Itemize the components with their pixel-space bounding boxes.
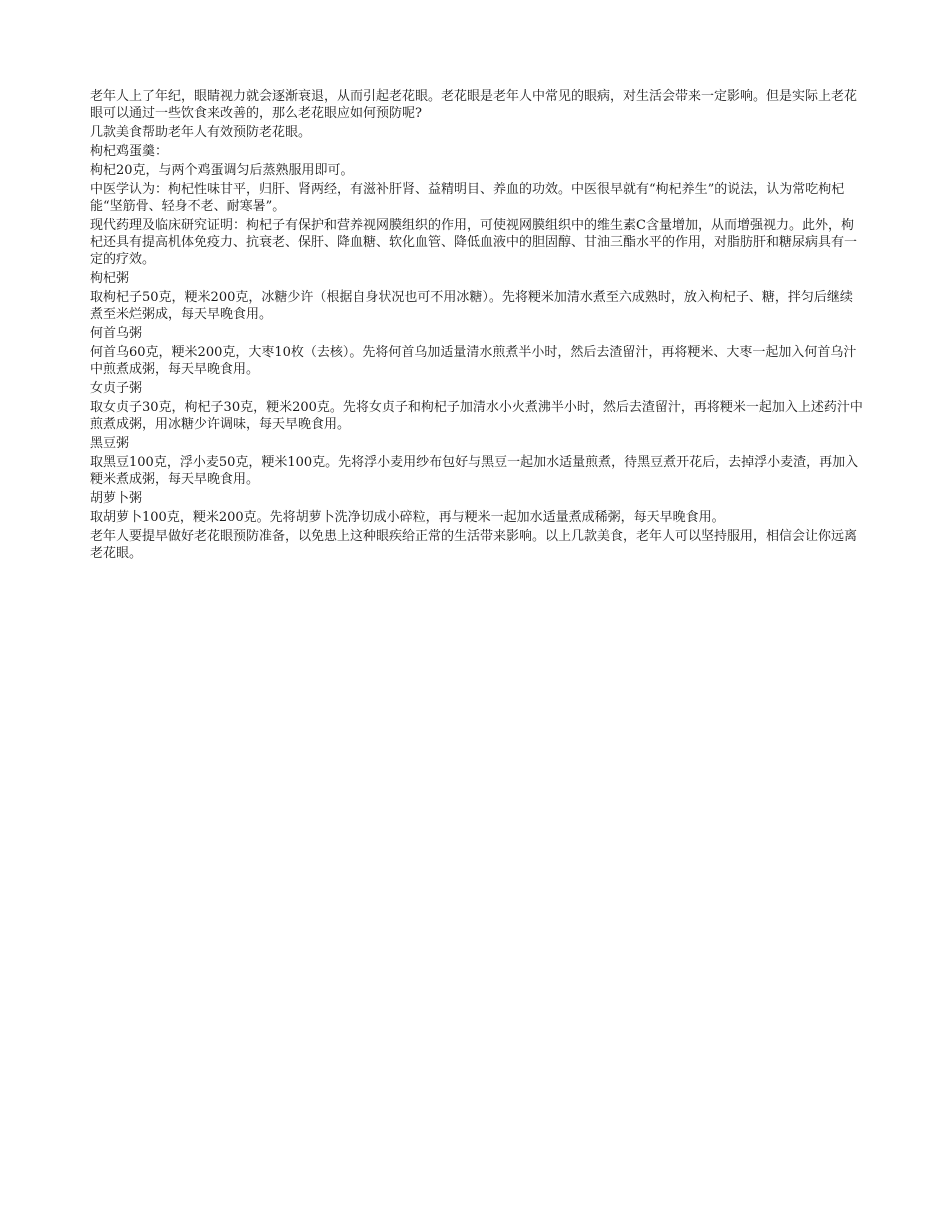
lead-paragraph: 几款美食帮助老年人有效预防老花眼。 <box>90 125 312 140</box>
recipe-method-black-bean-porridge: 取黑豆100克，浮小麦50克，粳米100克。先将浮小麦用纱布包好与黑豆一起加水适量煎煮，待黑豆煮开花后，去掉浮小麦渣，再加入粳米煮成粥，每天早晚食用。 <box>90 455 859 487</box>
recipe-title-black-bean-porridge: 黑豆粥 <box>90 436 130 451</box>
recipe-title-heshouwu-porridge: 何首乌粥 <box>90 326 143 341</box>
tcm-paragraph: 中医学认为：枸杞性味甘平，归肝、肾两经，有滋补肝肾、益精明目、养血的功效。中医很早就有“枸杞养生”的说法，认为常吃枸杞能“坚筋骨、轻身不老、耐寒暑”。 <box>90 182 845 214</box>
modern-research-paragraph: 现代药理及临床研究证明：枸杞子有保护和营养视网膜组织的作用，可使视网膜组织中的维生素C含量增加，从而增强视力。此外，枸杞还具有提高机体免疫力、抗衰老、保肝、降血糖、软化血管、降低血液中的胆固醇、甘油三酯水平的作用，对脂肪肝和糖尿病具有一定的疗效。 <box>90 218 858 267</box>
recipe-method-goji-porridge: 取枸杞子50克，粳米200克，冰糖少许（根据自身状况也可不用冰糖）。先将粳米加清水煮至六成熟时，放入枸杞子、糖，拌匀后继续煮至米烂粥成，每天早晚食用。 <box>90 290 853 322</box>
recipe-title-carrot-porridge: 胡萝卜粥 <box>90 491 143 506</box>
article-body <box>90 88 865 564</box>
recipe-method-nvzhenzi-porridge: 取女贞子30克，枸杞子30克，粳米200克。先将女贞子和枸杞子加清水小火煮沸半小时，然后去渣留汁，再将粳米一起加入上述药汁中煎煮成粥，用冰糖少许调味，每天早晚食用。 <box>90 400 863 432</box>
recipe-method-heshouwu-porridge: 何首乌60克，粳米200克，大枣10枚（去核）。先将何首乌加适量清水煎煮半小时，然后去渣留汁，再将粳米、大枣一起加入何首乌汁中煎煮成粥，每天早晚食用。 <box>90 345 857 377</box>
recipe-method-carrot-porridge: 取胡萝卜100克，粳米200克。先将胡萝卜洗净切成小碎粒，再与粳米一起加水适量煮成稀粥，每天早晚食用。 <box>90 510 725 525</box>
recipe-title-nvzhenzi-porridge: 女贞子粥 <box>90 381 143 396</box>
recipe-title-goji-egg-custard: 枸杞鸡蛋羹： <box>90 144 169 159</box>
intro-paragraph: 老年人上了年纪，眼睛视力就会逐渐衰退，从而引起老花眼。老花眼是老年人中常见的眼病，对生活会带来一定影响。但是实际上老花眼可以通过一些饮食来改善的，那么老花眼应如何预防呢? <box>90 89 858 121</box>
recipe-title-goji-porridge: 枸杞粥 <box>90 271 130 286</box>
conclusion-paragraph: 老年人要提早做好老花眼预防准备，以免患上这种眼疾给正常的生活带来影响。以上几款美食，老年人可以坚持服用，相信会让你远离老花眼。 <box>90 529 858 561</box>
recipe-method-goji-egg-custard: 枸杞20克，与两个鸡蛋调匀后蒸熟服用即可。 <box>90 163 354 178</box>
